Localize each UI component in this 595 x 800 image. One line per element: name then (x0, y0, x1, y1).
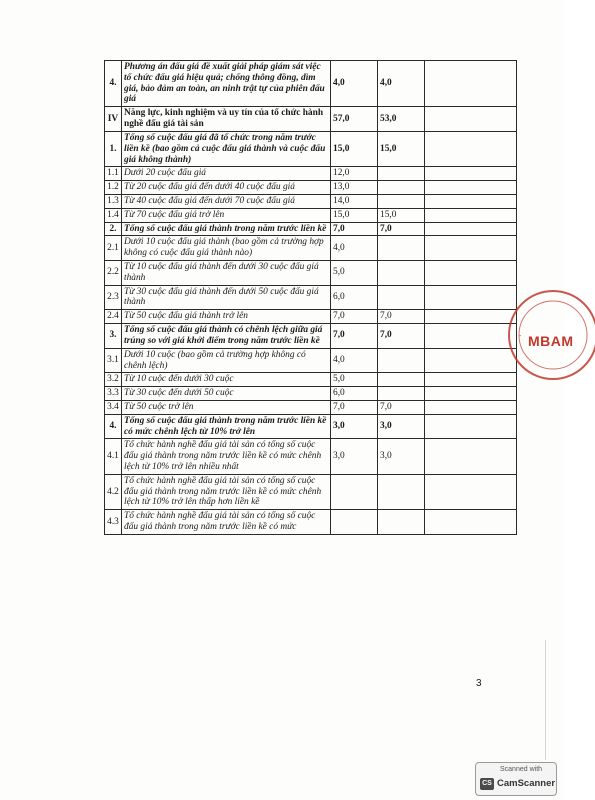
awarded-score-cell: 7,0 (378, 324, 425, 349)
table-row (105, 510, 517, 535)
table-row (105, 181, 517, 195)
remarks-cell (425, 236, 517, 261)
remarks-cell (425, 61, 517, 107)
awarded-score-cell: 7,0 (378, 222, 425, 236)
max-score-cell: 7,0 (331, 222, 378, 236)
awarded-score-cell: 15,0 (378, 208, 425, 222)
awarded-score-cell: 4,0 (378, 61, 425, 107)
row-number-cell: 3.1 (105, 348, 122, 373)
table-row (105, 439, 517, 474)
table-row (105, 261, 517, 286)
remarks-cell (425, 181, 517, 195)
awarded-score-cell: 3,0 (378, 414, 425, 439)
table-row (105, 414, 517, 439)
criterion-cell: Từ 30 cuộc đến dưới 50 cuộc (122, 387, 331, 401)
remarks-cell (425, 194, 517, 208)
awarded-score-cell: 53,0 (378, 107, 425, 132)
watermark-caption: Scanned with (500, 766, 543, 773)
remarks-cell (425, 261, 517, 286)
row-number-cell: 4. (105, 61, 122, 107)
remarks-cell (425, 439, 517, 474)
row-number-cell: 1.1 (105, 167, 122, 181)
table-row (105, 167, 517, 181)
max-score-cell (331, 510, 378, 535)
remarks-cell (425, 324, 517, 349)
awarded-score-cell (378, 387, 425, 401)
max-score-cell: 15,0 (331, 208, 378, 222)
criterion-cell: Tổ chức hành nghề đấu giá tài sản có tổng số cuộc đấu giá thành trong năm trước liền kề có mức chênh lệch từ 10% trở lên nhiều nhất (122, 439, 331, 474)
table-row (105, 194, 517, 208)
criterion-cell: Dưới 10 cuộc (bao gồm cả trường hợp không có chênh lệch) (122, 348, 331, 373)
row-number-cell: 4. (105, 414, 122, 439)
row-number-cell: 4.1 (105, 439, 122, 474)
criterion-cell: Tổng số cuộc đấu giá thành trong năm trước liền kề (122, 222, 331, 236)
criterion-cell: Từ 20 cuộc đấu giá đến dưới 40 cuộc đấu giá (122, 181, 331, 195)
table-row (105, 387, 517, 401)
remarks-cell (425, 400, 517, 414)
awarded-score-cell (378, 236, 425, 261)
awarded-score-cell: 3,0 (378, 439, 425, 474)
row-number-cell: 4.2 (105, 474, 122, 509)
scan-edge-line (545, 640, 546, 760)
table-row (105, 131, 517, 166)
table-row (105, 236, 517, 261)
criterion-cell: Phương án đấu giá đề xuất giải pháp giám sát việc tổ chức đấu giá hiệu quả; chống thông đồng, dìm giá, bảo đảm an toàn, an ninh trật tự của phiên đấu giá (122, 61, 331, 107)
watermark-brand: CamScanner (497, 778, 556, 789)
remarks-cell (425, 414, 517, 439)
row-number-cell: 2. (105, 222, 122, 236)
awarded-score-cell (378, 510, 425, 535)
row-number-cell: 2.1 (105, 236, 122, 261)
criterion-cell: Từ 40 cuộc đấu giá đến dưới 70 cuộc đấu giá (122, 194, 331, 208)
max-score-cell: 4,0 (331, 61, 378, 107)
criterion-cell: Tổng số cuộc đấu giá thành trong năm trước liền kề có mức chênh lệch từ 10% trở lên (122, 414, 331, 439)
max-score-cell (331, 474, 378, 509)
remarks-cell (425, 510, 517, 535)
row-number-cell: 4.3 (105, 510, 122, 535)
criterion-cell: Từ 50 cuộc đấu giá thành trở lên (122, 310, 331, 324)
awarded-score-cell (378, 194, 425, 208)
remarks-cell (425, 387, 517, 401)
table-row (105, 373, 517, 387)
remarks-cell (425, 167, 517, 181)
remarks-cell (425, 208, 517, 222)
awarded-score-cell: 7,0 (378, 400, 425, 414)
max-score-cell: 3,0 (331, 439, 378, 474)
criterion-cell: Từ 10 cuộc đến dưới 30 cuộc (122, 373, 331, 387)
row-number-cell: 3. (105, 324, 122, 349)
table-row (105, 324, 517, 349)
row-number-cell: 3.3 (105, 387, 122, 401)
max-score-cell: 7,0 (331, 310, 378, 324)
max-score-cell: 6,0 (331, 387, 378, 401)
row-number-cell: 1.4 (105, 208, 122, 222)
row-number-cell: 3.2 (105, 373, 122, 387)
awarded-score-cell: 7,0 (378, 310, 425, 324)
criterion-cell: Tổng số cuộc đấu giá đã tổ chức trong năm trước liền kề (bao gồm cả cuộc đấu giá thành và cuộc đấu giá không thành) (122, 131, 331, 166)
max-score-cell: 5,0 (331, 261, 378, 286)
max-score-cell: 57,0 (331, 107, 378, 132)
max-score-cell: 4,0 (331, 348, 378, 373)
remarks-cell (425, 348, 517, 373)
remarks-cell (425, 131, 517, 166)
criterion-cell: Năng lực, kinh nghiệm và uy tín của tổ chức hành nghề đấu giá tài sản (122, 107, 331, 132)
criterion-cell: Dưới 10 cuộc đấu giá thành (bao gồm cả trường hợp không có cuộc đấu giá thành nào) (122, 236, 331, 261)
row-number-cell: 1.2 (105, 181, 122, 195)
table-row (105, 208, 517, 222)
max-score-cell: 4,0 (331, 236, 378, 261)
max-score-cell: 3,0 (331, 414, 378, 439)
criterion-cell: Dưới 20 cuộc đấu giá (122, 167, 331, 181)
table-row (105, 310, 517, 324)
camscanner-logo-icon: CS (480, 778, 494, 790)
awarded-score-cell (378, 181, 425, 195)
awarded-score-cell (378, 167, 425, 181)
row-number-cell: IV (105, 107, 122, 132)
max-score-cell: 13,0 (331, 181, 378, 195)
table-row (105, 474, 517, 509)
table-row (105, 222, 517, 236)
svg-text:-: - (519, 333, 522, 340)
row-number-cell: 2.2 (105, 261, 122, 286)
criterion-cell: Từ 70 cuộc đấu giá trở lên (122, 208, 331, 222)
camscanner-watermark (475, 762, 557, 796)
stamp-text: MBAM (528, 333, 574, 349)
row-number-cell: 2.4 (105, 310, 122, 324)
evaluation-table-body (105, 61, 517, 535)
criterion-cell: Từ 30 cuộc đấu giá thành đến dưới 50 cuộc đấu giá thành (122, 285, 331, 310)
evaluation-table (104, 60, 517, 535)
remarks-cell (425, 310, 517, 324)
table-row (105, 107, 517, 132)
row-number-cell: 2.3 (105, 285, 122, 310)
remarks-cell (425, 285, 517, 310)
max-score-cell: 14,0 (331, 194, 378, 208)
max-score-cell: 6,0 (331, 285, 378, 310)
remarks-cell (425, 107, 517, 132)
remarks-cell (425, 222, 517, 236)
remarks-cell (425, 474, 517, 509)
row-number-cell: 1. (105, 131, 122, 166)
criterion-cell: Từ 50 cuộc trở lên (122, 400, 331, 414)
row-number-cell: 1.3 (105, 194, 122, 208)
table-row (105, 285, 517, 310)
awarded-score-cell (378, 261, 425, 286)
awarded-score-cell (378, 474, 425, 509)
awarded-score-cell: 15,0 (378, 131, 425, 166)
remarks-cell (425, 373, 517, 387)
criterion-cell: Tổ chức hành nghề đấu giá tài sản có tổng số cuộc đấu giá thành trong năm trước liền kề có mức chênh lệch từ 10% trở lên thấp hơn liền kề (122, 474, 331, 509)
max-score-cell: 15,0 (331, 131, 378, 166)
awarded-score-cell (378, 348, 425, 373)
awarded-score-cell (378, 285, 425, 310)
table-row (105, 400, 517, 414)
max-score-cell: 5,0 (331, 373, 378, 387)
criterion-cell: Từ 10 cuộc đấu giá thành đến dưới 30 cuộc đấu giá thành (122, 261, 331, 286)
max-score-cell: 7,0 (331, 400, 378, 414)
table-row (105, 61, 517, 107)
page-number: 3 (476, 678, 482, 689)
criterion-cell: Tổng số cuộc đấu giá thành có chênh lệch giữa giá trúng so với giá khởi điểm trong năm trước liền kề (122, 324, 331, 349)
awarded-score-cell (378, 373, 425, 387)
max-score-cell: 12,0 (331, 167, 378, 181)
criterion-cell: Tổ chức hành nghề đấu giá tài sản có tổng số cuộc đấu giá thành trong năm trước liền kề có mức (122, 510, 331, 535)
row-number-cell: 3.4 (105, 400, 122, 414)
max-score-cell: 7,0 (331, 324, 378, 349)
table-row (105, 348, 517, 373)
